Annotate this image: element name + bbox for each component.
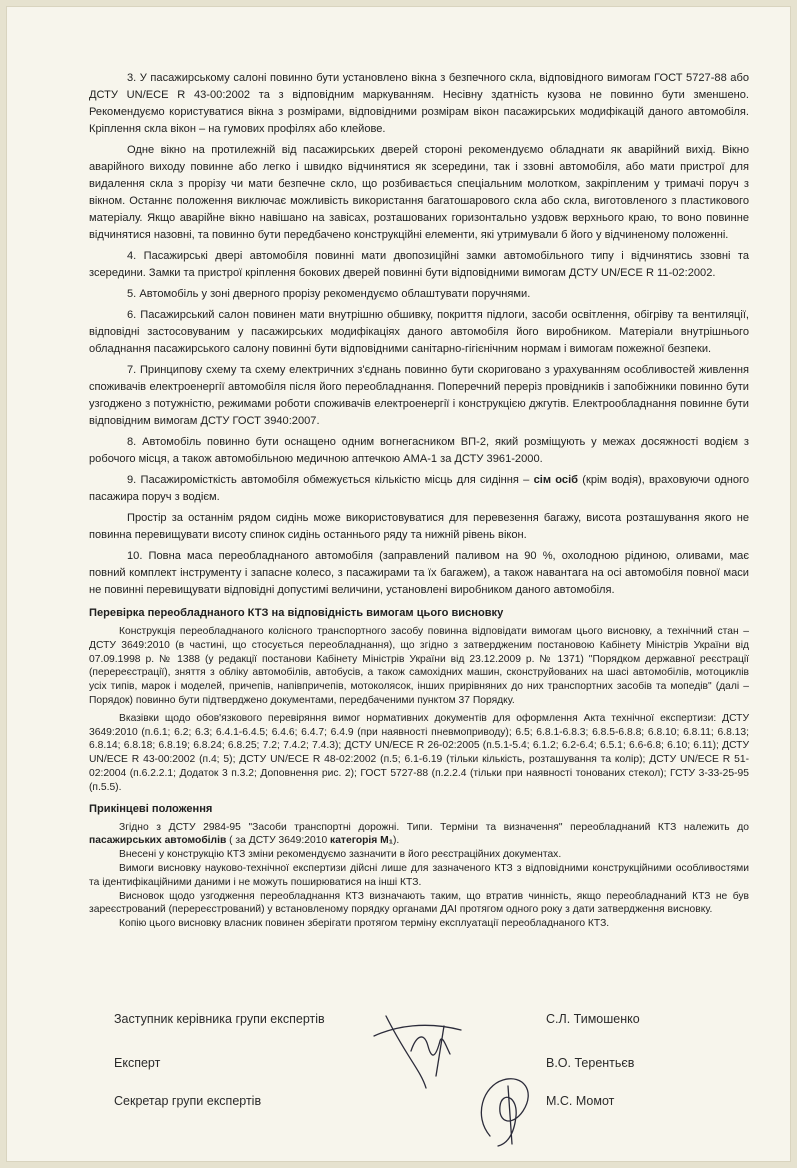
secretary-handwritten-signature [468, 1066, 548, 1151]
signature-row-secretary [114, 1094, 714, 1114]
paragraph-10: 10. Повна маса переобладнаного автомобіля (заправлений паливом на 90 %, охолодною рідиною, оливами, має повний комплект інструменту і запасне колесо, з пасажирами та їх багажем), а також навантага на осі автомобіля повної маси не повинні перевищувати відповідні допустимі величини, установлені виробником даного автомобіля. [89, 550, 749, 596]
heading-final-provisions: Прикінцеві положення [89, 802, 213, 815]
paragraph-copy-retention: Копію цього висновку власник повинен зберігати протягом терміну експлуатації переобладнаного КТЗ. [119, 918, 610, 930]
p9-text-b: (крім водія), враховуючи одного пасажира поруч з водієм. [89, 474, 750, 503]
final-section [89, 821, 749, 931]
paragraph-5: 5. Автомобіль у зоні дверного прорізу рекомендуємо облаштувати поручнями. [127, 288, 531, 300]
final-text-e: ). [393, 835, 400, 847]
paragraph-luggage: Простір за останнім рядом сидінь може використовуватися для перевезення багажу, висота розташування якого не повинна перевищувати висоту спинок сидінь останнього ряду та нижній рівень вікон. [89, 512, 749, 541]
paragraph-registration: Внесені у конструкцію КТЗ зміни рекомендуємо зазначити в його реєстраційних документах. [119, 849, 562, 861]
document-body [89, 70, 749, 931]
final-category: категорія М₁ [330, 835, 393, 847]
signatory-role: Заступник керівника групи експертів [114, 1012, 325, 1026]
p9-seat-count: сім осіб [533, 474, 579, 486]
paragraph-9 [89, 472, 749, 506]
paragraph-3: 3. У пасажирському салоні повинно бути установлено вікна з безпечного скла, відповідного вимогам ГОСТ 5727-88 або ДСТУ UN/ECE R 43-00:2002 та з відповідним маркуванням. Несівну здатність кузова не повинно бути зменшено. Рекомендуємо користуватися вікна з розмірами, відповідними розмірам вікон пасажирських модифікацій даного автомобіля. Кріплення скла вікон – на гумових профілях або клейове. [89, 72, 749, 135]
paragraph-instructions: Вказівки щодо обов'язкового перевіряння вимог нормативних документів для оформлення Акта технічної експертизи: ДСТУ 3649:2010 (п.6.1; 6.2; 6.3; 6.4.1-6.4.5; 6.4.6; 6.4.7; 6.4.9 (при наявності пневмоприводу); 6.5; 6.8.1-6.8.3; 6.8.5-6.8.8; 6.8.10; 6.8.11; 6.8.13; 6.8.14; 6.8.18; 6.8.19; 6.8.24; 6.8.25; 7.2; 7.4.2; 7.4.3); ДСТУ UN/ECE R 26-02:2005 (п.5.1-5.4; 6.1.2; 6.2-6.4; 6.5.1; 6.6-6.8; 6.10; 6.11); ДСТУ UN/ECE R 43-00:2002 (п.4; 5); ДСТУ UN/ECE R 48-02:2002 (п.5; 6.1-6.19 (тільки кількість, розташування та колір); ДСТУ UN/ECE R 51-02:2004 (п.6.2.2.1; Додаток 3 п.3.2; Доповнення рис. 2); ГОСТ 5727-88 (п.2.2.4 (тільки при наявності тонованих стекол); ГСТУ 3-33-25-95 (п.5.5). [89, 712, 749, 793]
final-text-c: ( за ДСТУ 3649:2010 [226, 835, 331, 847]
heading-verification: Перевірка переобладнаного КТЗ на відповідність вимогам цього висновку [89, 607, 504, 619]
paragraph-construction: Конструкція переобладнаного колісного транспортного засобу повинна відповідати вимогам цього висновку, а технічний стан – ДСТУ 3649:2010 (в частині, що стосується переобладнання), що згідно з затвердженим постановою Кабінету Міністрів України від 07.09.1998 р. № 1388 (у редакції постанови Кабінету Міністрів України від 23.12.2009 р. № 1371) "Порядком державної реєстрації (перереєстрації), зняття з обліку автомобілів, автобусів, а також самохідних машин, сконструйованих на шасі автомобілів, мотоциклів усіх типів, марок і моделей, причепів, напівпричепів, мотоколясок, інших прирівняних до них транспортних засобів та мопедів" (далі – Порядок) повинно бути підтверджено документами, передбаченими пунктом 37 Порядку. [89, 626, 749, 706]
signatory-name: В.О. Терентьєв [546, 1056, 635, 1070]
final-vehicle-type: пасажирських автомобілів [89, 835, 227, 847]
paragraph-4: 4. Пасажирські двері автомобіля повинні мати двопозиційні замки автомобільного типу і відчинятись ззовні та зсередини. Замки та пристрої кріплення бокових дверей повинні бути відповідними вимогам ДСТУ UN/ECE R 11-02:2002. [89, 250, 749, 279]
final-text-a: Згідно з ДСТУ 2984-95 "Засоби транспортні дорожні. Типи. Терміни та визначення" переобладнаний КТЗ належить до [119, 821, 749, 833]
signatory-name: С.Л. Тимошенко [546, 1012, 640, 1026]
p9-text-a: 9. Пасажиромісткість автомобіля обмежується кількістю місць для сидіння – [127, 474, 534, 486]
paragraph-expiry: Висновок щодо узгодження переобладнання КТЗ визначають таким, що втратив чинність, якщо переобладнаний КТЗ не був зареєстрований (перереєстрований) у встановленому порядку органами ДАІ протягом одного року з дати затвердження висновку. [89, 890, 749, 916]
signatory-role: Секретар групи експертів [114, 1094, 262, 1108]
signatory-role: Експерт [114, 1056, 161, 1070]
paragraph-6: 6. Пасажирський салон повинен мати внутрішню обшивку, покриття підлоги, засоби освітлення, обігріву та вентиляції, відповідні застосовуваним у пасажирських модифікаціях даного автомобіля його виробником. Матеріали внутрішнього обладнання пасажирського салону повинні бути відповідними санітарно-гігієнічним нормам і вимогам пожежної безпеки. [89, 309, 749, 355]
signatory-name: М.С. Момот [546, 1094, 615, 1108]
verification-section [89, 625, 749, 795]
paragraph-7: 7. Принципову схему та схему електричних з'єднань повинно бути скориговано з урахуванням особливостей живлення споживачів електроенергії автомобіля після його переобладнання. Поперечний переріз провідників і запобіжники повинно бути узгоджено з потужністю, режимами роботи споживачів електроенергії і конструкцією джгутів. Електрообладнання повинне бути відповідним вимогам ДСТУ ГОСТ 3940:2007. [89, 364, 749, 427]
paragraph-8: 8. Автомобіль повинно бути оснащено одним вогнегасником ВП-2, який розміщують у межах досяжності водієм з робочого місця, а також автомобільною медичною аптечкою АМА-1 за ДСТУ 3961-2000. [89, 436, 749, 465]
paragraph-validity: Вимоги висновку науково-технічної експертизи дійсні лише для зазначеного КТЗ з відповідними конструкційними особливостями та ідентифікаційними даними і не можуть поширюватися на інші КТЗ. [89, 862, 749, 888]
paragraph-emergency-exit: Одне вікно на протилежній від пасажирських дверей стороні рекомендуємо обладнати як аварійний вихід. Вікно аварійного виходу повинне або легко і швидко відчинятися як зсередини, так і ззовні автомобіля, або мати пристрої для видалення скла з прорізу чи мати безпечне скло, що розбивається спеціальним молотком, закріпленим у тримачі поруч з вікном. Останнє положення виключає можливість використання багатошарового скла або скла, виготовленого з пластикового матеріалу. Якщо аварійне вікно навішано на завісах, розташованих горизонтально уздовж верхнього краю, то воно повинне відчинятися назовні, та повинно бути передбачено конструкційні елементи, які утримували б його у відчиненому положенні. [89, 144, 749, 241]
expert-handwritten-signature [366, 996, 476, 1096]
paragraph-classification [89, 821, 749, 849]
document-page [6, 6, 791, 1162]
